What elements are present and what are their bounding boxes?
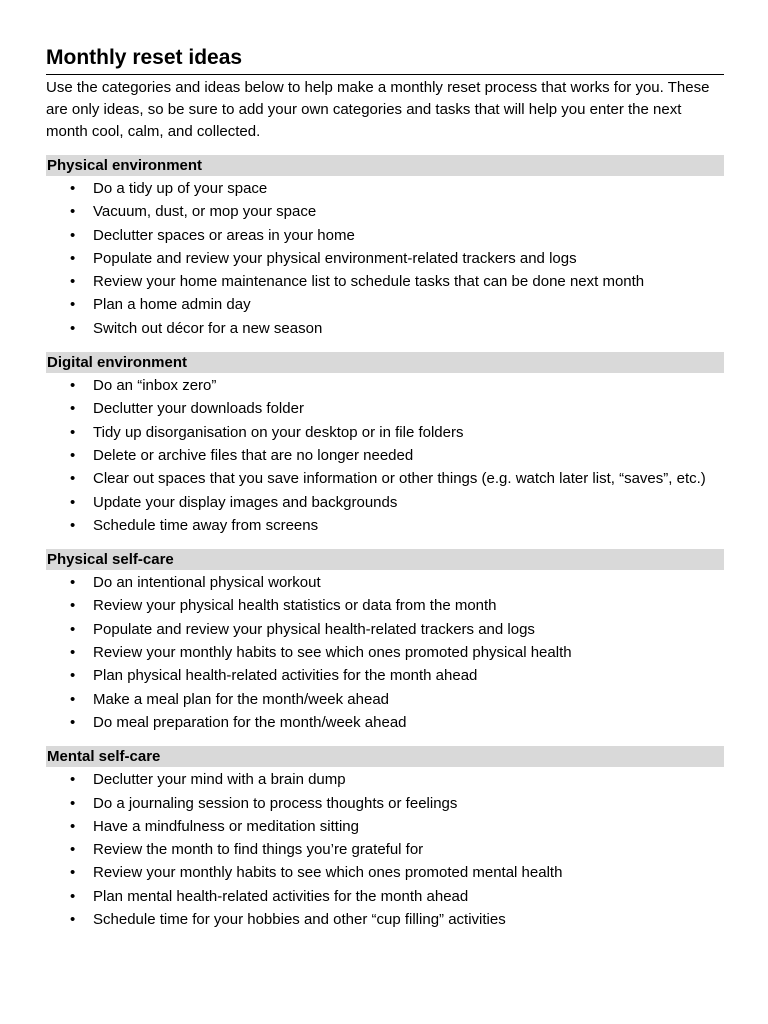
page-title: Monthly reset ideas — [46, 44, 724, 75]
list-item-text: Declutter spaces or areas in your home — [93, 226, 355, 244]
list-item — [46, 711, 724, 734]
list-item-text: Review your home maintenance list to schedule tasks that can be done next month — [93, 273, 645, 291]
list-item-text: Schedule time away from screens — [93, 516, 319, 534]
bullet-icon: • — [70, 864, 76, 882]
list-item-text: Delete or archive files that are no longer needed — [93, 446, 414, 464]
bullet-icon: • — [70, 180, 76, 197]
bullet-icon: • — [70, 574, 76, 592]
list-item-text: Do a journaling session to process thoughts or feelings — [93, 794, 458, 812]
list-item — [46, 688, 724, 711]
bullet-icon: • — [70, 203, 76, 221]
list-item — [46, 571, 724, 594]
section-digital-environment — [46, 352, 724, 537]
bullet-icon: • — [70, 319, 76, 337]
bullet-icon: • — [70, 887, 76, 905]
bullet-icon: • — [70, 516, 76, 534]
list-item-text: Populate and review your physical environment-related trackers and logs — [93, 249, 577, 267]
bullet-icon: • — [70, 911, 76, 929]
bullet-icon: • — [70, 493, 76, 511]
section-heading: Physical self-care — [46, 549, 724, 570]
list-item-text: Do an “inbox zero” — [93, 377, 217, 395]
bullet-icon: • — [70, 249, 76, 267]
bullet-icon: • — [70, 644, 76, 662]
bullet-icon: • — [70, 794, 76, 812]
bullet-icon: • — [70, 597, 76, 615]
bullet-list — [46, 374, 724, 537]
section-physical-self-care — [46, 549, 724, 734]
bullet-icon: • — [70, 841, 76, 859]
list-item — [46, 421, 724, 444]
list-item — [46, 664, 724, 687]
list-item-text: Plan mental health-related activities for the month ahead — [93, 887, 469, 905]
list-item-text: Plan a home admin day — [93, 296, 251, 314]
bullet-icon: • — [70, 423, 76, 441]
list-item — [46, 885, 724, 908]
bullet-list — [46, 768, 724, 931]
bullet-icon: • — [70, 771, 76, 789]
bullet-icon: • — [70, 817, 76, 835]
list-item-text: Clear out spaces that you save information or other things (e.g. watch later list, “saves”, etc.) — [93, 470, 706, 488]
bullet-icon: • — [70, 667, 76, 685]
list-item-text: Do meal preparation for the month/week ahead — [93, 713, 407, 731]
list-item-text: Make a meal plan for the month/week ahead — [93, 690, 390, 708]
list-item — [46, 491, 724, 514]
list-item-text: Have a mindfulness or meditation sitting — [93, 817, 359, 835]
section-heading: Physical environment — [46, 155, 724, 176]
bullet-icon: • — [70, 620, 76, 638]
section-heading: Digital environment — [46, 352, 724, 373]
list-item-text: Populate and review your physical health-related trackers and logs — [93, 620, 535, 638]
list-item-text: Review your physical health statistics or data from the month — [93, 597, 497, 615]
list-item — [46, 444, 724, 467]
list-item — [46, 177, 724, 200]
bullet-icon: • — [70, 713, 76, 731]
bullet-list — [46, 571, 724, 734]
list-item-text: Declutter your downloads folder — [93, 400, 304, 418]
bullet-icon: • — [70, 273, 76, 291]
section-heading: Mental self-care — [46, 746, 724, 767]
list-item — [46, 374, 724, 397]
list-item-text: Switch out décor for a new season — [93, 319, 323, 337]
bullet-list — [46, 177, 724, 340]
list-item-text: Review your monthly habits to see which ones promoted mental health — [93, 864, 563, 882]
bullet-icon: • — [70, 377, 76, 395]
list-item — [46, 768, 724, 791]
bullet-icon: • — [70, 446, 76, 464]
section-physical-environment — [46, 155, 724, 340]
list-item — [46, 293, 724, 316]
list-item — [46, 815, 724, 838]
list-item — [46, 200, 724, 223]
list-item — [46, 838, 724, 861]
list-item — [46, 792, 724, 815]
list-item — [46, 317, 724, 340]
sections-container — [46, 155, 724, 931]
bullet-icon: • — [70, 226, 76, 244]
list-item — [46, 467, 724, 490]
list-item — [46, 861, 724, 884]
list-item — [46, 908, 724, 931]
list-item — [46, 618, 724, 641]
bullet-icon: • — [70, 296, 76, 314]
list-item-text: Do an intentional physical workout — [93, 574, 321, 592]
bullet-icon: • — [70, 690, 76, 708]
list-item-text: Plan physical health-related activities for the month ahead — [93, 667, 478, 685]
list-item — [46, 270, 724, 293]
list-item-text: Do a tidy up of your space — [93, 180, 268, 197]
list-item — [46, 514, 724, 537]
list-item-text: Review the month to find things you’re grateful for — [93, 841, 424, 859]
list-item-text: Review your monthly habits to see which ones promoted physical health — [93, 644, 572, 662]
list-item-text: Tidy up disorganisation on your desktop or in file folders — [93, 423, 464, 441]
list-item — [46, 247, 724, 270]
bullet-icon: • — [70, 470, 76, 488]
list-item-text: Update your display images and backgrounds — [93, 493, 398, 511]
list-item — [46, 641, 724, 664]
intro-paragraph: Use the categories and ideas below to help make a monthly reset process that works for you. These are only ideas, so be sure to add your own categories and tasks that will help you enter the next month cool, calm, and collected. — [46, 79, 710, 140]
list-item — [46, 594, 724, 617]
list-item-text: Declutter your mind with a brain dump — [93, 771, 346, 789]
bullet-icon: • — [70, 400, 76, 418]
list-item-text: Vacuum, dust, or mop your space — [93, 203, 317, 221]
list-item — [46, 397, 724, 420]
list-item-text: Schedule time for your hobbies and other “cup filling” activities — [93, 911, 506, 929]
section-mental-self-care — [46, 746, 724, 931]
list-item — [46, 224, 724, 247]
